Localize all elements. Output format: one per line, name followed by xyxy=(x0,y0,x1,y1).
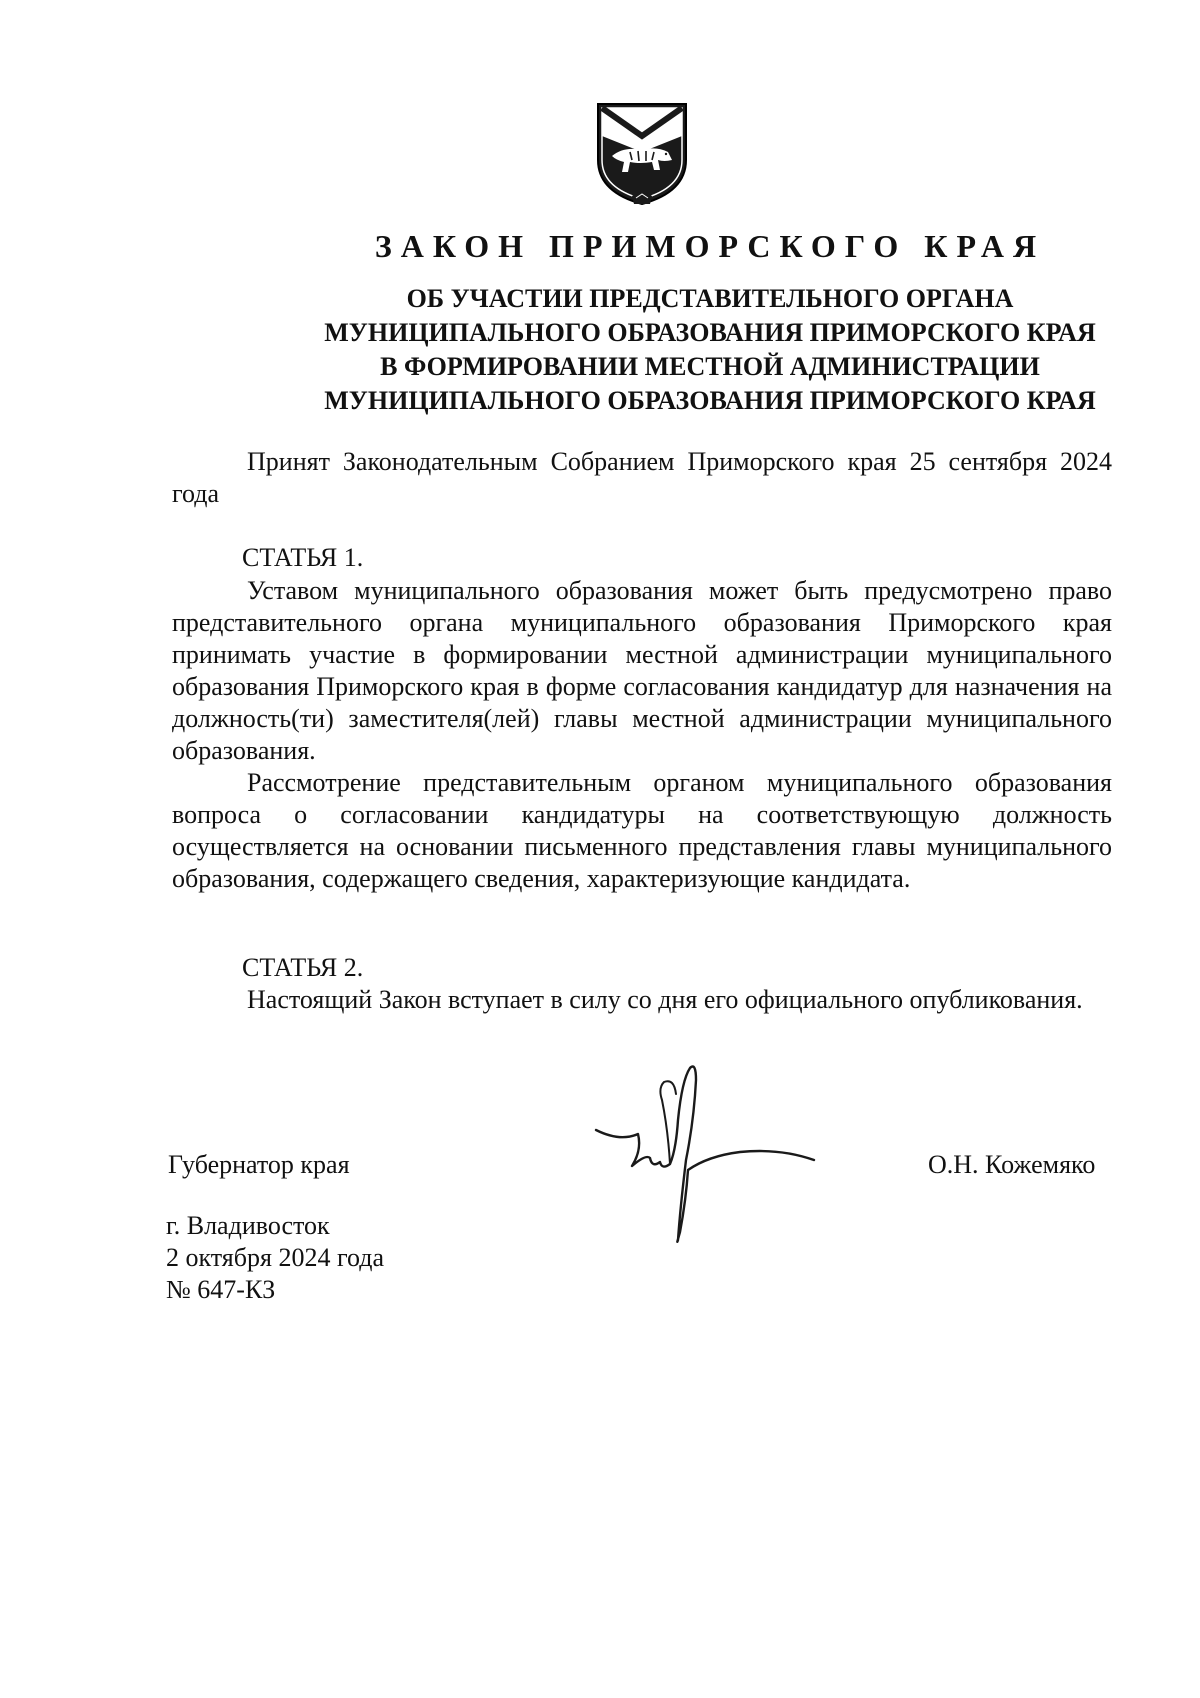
law-title: ЗАКОН ПРИМОРСКОГО КРАЯ xyxy=(374,228,1046,264)
subject-line: В ФОРМИРОВАНИИ МЕСТНОЙ АДМИНИСТРАЦИИ xyxy=(380,352,1040,381)
law-number: № 647-КЗ xyxy=(166,1275,276,1304)
handwritten-signature xyxy=(590,1060,840,1245)
article-1-heading: СТАТЬЯ 1. xyxy=(242,543,364,572)
subject-line: МУНИЦИПАЛЬНОГО ОБРАЗОВАНИЯ ПРИМОРСКОГО КРАЯ xyxy=(324,386,1096,415)
signing-date: 2 октября 2024 года xyxy=(166,1243,384,1272)
subject-line: ОБ УЧАСТИИ ПРЕДСТАВИТЕЛЬНОГО ОРГАНА xyxy=(406,284,1014,313)
city: г. Владивосток xyxy=(166,1211,330,1240)
article-2-heading: СТАТЬЯ 2. xyxy=(242,953,364,982)
article-1-paragraph: Уставом муниципального образования может быть предусмотрено право представительного органа муниципального образования Приморского края принимать участие в формировании местной администрации муниципального образования Приморского края в форме согласования кандидатур для назначения на должность(ти) заместителя(лей) главы местной администрации муниципального образования. xyxy=(172,576,1112,765)
document-footer xyxy=(166,1210,384,1306)
law-subject xyxy=(160,282,1200,418)
signatory-title: Губернатор края xyxy=(168,1150,350,1179)
primorsky-krai-coat-of-arms-icon xyxy=(594,100,690,208)
subject-line: МУНИЦИПАЛЬНОГО ОБРАЗОВАНИЯ ПРИМОРСКОГО КРАЯ xyxy=(324,318,1096,347)
article-1-paragraph: Рассмотрение представительным органом муниципального образования вопроса о согласовании кандидатуры на соответствующую должность осуществляется на основании письменного представления главы муниципального образования, содержащего сведения, характеризующие кандидата. xyxy=(172,768,1112,893)
adoption-note: Принят Законодательным Собранием Приморского края 25 сентября 2024 года xyxy=(172,447,1112,508)
article-2-paragraph: Настоящий Закон вступает в силу со дня его официального опубликования. xyxy=(247,985,1083,1014)
signatory-name: О.Н. Кожемяко xyxy=(928,1150,1096,1179)
